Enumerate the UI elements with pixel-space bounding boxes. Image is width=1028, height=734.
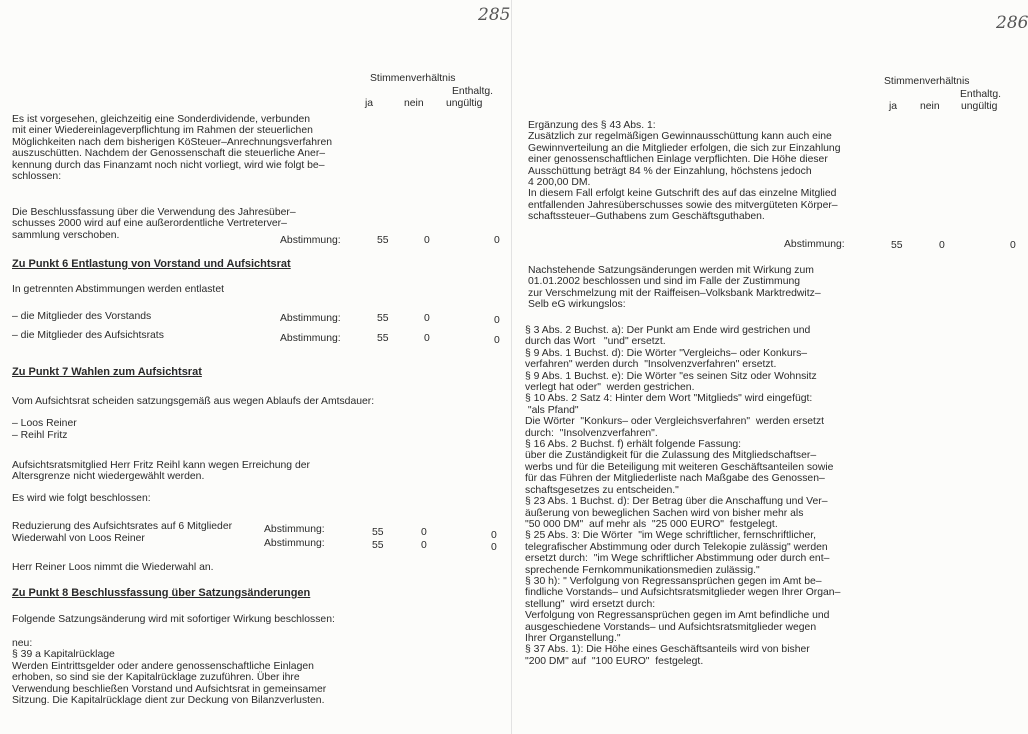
vote-ja: 55 (372, 540, 384, 551)
vote-label: Abstimmung: (264, 524, 325, 535)
vote-header-ja: ja (889, 101, 898, 112)
vote-header-nein: nein (404, 98, 424, 109)
punkt7-intro: Vom Aufsichtsrat scheiden satzungsgemäß aus wegen Ablaufs der Amtsdauer: (12, 396, 375, 407)
vote-header-enthaltg: Enthaltg. (452, 86, 494, 97)
punkt8-body: neu: § 39 a Kapitalrücklage Werden Eintrittsgelder oder andere genossenschaftliche Einlagen erhoben, so sind sie der Kapitalrücklage zuzuführen. Über ihre Verwendung beschließen Vorstand und Aufsichtsrat in gemeinsamer Sitzung. Die Kapitalrücklage dient zur Deckung von Bilanzverlusten. (12, 638, 327, 707)
member-item: – Reihl Fritz (12, 430, 68, 441)
vote-ja: 55 (372, 527, 384, 538)
punkt7-note: Aufsichtsratsmitglied Herr Fritz Reihl kann wegen Erreichung der Altersgrenze nicht wiedergewählt werden. (12, 460, 310, 483)
vote-row-text: – die Mitglieder des Vorstands (12, 311, 152, 322)
vote-label: Abstimmung: (280, 333, 341, 344)
heading-punkt-6: Zu Punkt 6 Entlastung von Vorstand und Aufsichtsrat (12, 258, 291, 270)
vote-header-ungueltig: ungültig (961, 101, 998, 112)
vote-enthaltung: 0 (494, 315, 500, 326)
vote-enthaltung: 0 (1010, 240, 1016, 251)
page-number-left: 285 (478, 5, 511, 25)
vote-enthaltung: 0 (494, 235, 500, 246)
vote-nein: 0 (424, 235, 430, 246)
vote-ja: 55 (891, 240, 903, 251)
changes-paragraph: Nachstehende Satzungsänderungen werden mit Wirkung zum 01.01.2002 beschlossen und sind im Falle der Zustimmung zur Verschmelzung mit der Raiffeisen–Volksbank Marktredwitz– Selb eG wirkungslos: (528, 265, 821, 311)
vote-header-nein: nein (920, 101, 940, 112)
vote-label: Abstimmung: (784, 239, 845, 250)
heading-punkt-8: Zu Punkt 8 Beschlussfassung über Satzungsänderungen (12, 587, 311, 599)
vote-row-text: Reduzierung des Aufsichtsrates auf 6 Mitglieder (12, 521, 233, 532)
decision-paragraph: Die Beschlussfassung über die Verwendung des Jahresüber– schusses 2000 wird auf eine außerordentliche Vertreterver– sammlung verschoben. (12, 207, 296, 241)
vote-nein: 0 (421, 527, 427, 538)
member-item: – Loos Reiner (12, 418, 77, 429)
vote-enthaltung: 0 (494, 335, 500, 346)
vote-header-ja: ja (365, 98, 374, 109)
vote-nein: 0 (424, 333, 430, 344)
vote-row-text: – die Mitglieder des Aufsichtsrats (12, 330, 164, 341)
vote-nein: 0 (421, 540, 427, 551)
vote-header-ungueltig: ungültig (446, 98, 483, 109)
erganzung-paragraph: Ergänzung des § 43 Abs. 1: Zusätzlich zur regelmäßigen Gewinnausschüttung kann auch eine Gewinnverteilung an die Mitglieder erfolgen, die sich zur Einzahlung einer genossenschaftlichen Einlage verpflichten. Die Höhe dieser Ausschüttung beträgt 84 % der Einzahlung, höchstens jedoch 4 200,00 DM. In diesem Fall erfolgt keine Gutschrift des auf das einzelne Mitglied entfallenden Jahresüberschusses sowie des mitvergüteten Körper– schaftssteuer–Guthabens zum Geschäftsguthaben. (528, 120, 841, 223)
page-number-right: 286 (996, 13, 1028, 33)
punkt8-intro: Folgende Satzungsänderung wird mit sofortiger Wirkung beschlossen: (12, 614, 335, 625)
vote-ja: 55 (377, 235, 389, 246)
vote-nein: 0 (939, 240, 945, 251)
vote-ja: 55 (377, 333, 389, 344)
vote-ja: 55 (377, 313, 389, 324)
page-divider (511, 0, 512, 734)
intro-paragraph: Es ist vorgesehen, gleichzeitig eine Sonderdividende, verbunden mit einer Wiedereinlageverpflichtung im Rahmen der steuerlichen Möglichkeiten nach dem bisherigen KöSteuer–Anrechnungsverfahren auszuschütten. Nachdem der Genossenschaft die steuerliche Aner– kennung durch das Finanzamt noch nicht vorliegt, wird wie folgt be– schlossen: (12, 114, 332, 183)
vote-enthaltung: 0 (491, 542, 497, 553)
punkt6-intro: In getrennten Abstimmungen werden entlastet (12, 284, 224, 295)
punkt7-resolved: Es wird wie folgt beschlossen: (12, 493, 151, 504)
vote-label: Abstimmung: (264, 538, 325, 549)
vote-label: Abstimmung: (280, 313, 341, 324)
vote-label: Abstimmung: (280, 235, 341, 246)
vote-header-title: Stimmenverhältnis (370, 73, 456, 84)
heading-punkt-7: Zu Punkt 7 Wahlen zum Aufsichtsrat (12, 366, 202, 378)
vote-header-enthaltg: Enthaltg. (960, 89, 1002, 100)
vote-enthaltung: 0 (491, 530, 497, 541)
vote-header-title: Stimmenverhältnis (884, 76, 970, 87)
vote-nein: 0 (424, 313, 430, 324)
vote-row-text: Wiederwahl von Loos Reiner (12, 533, 145, 544)
punkt7-reelection: Herr Reiner Loos nimmt die Wiederwahl an. (12, 562, 214, 573)
amendments-list: § 3 Abs. 2 Buchst. a): Der Punkt am Ende wird gestrichen und durch das Wort "und" ersetzt. § 9 Abs. 1 Buchst. d): Die Wörter "Vergleichs– oder Konkurs– verfahren" werden durch "Insolvenzverfahren" ersetzt. § 9 Abs. 1 Buchst. e): Die Wörter "es seinen Sitz oder Wohnsitz verlegt hat oder" werden gestrichen. § 10 Abs. 2 Satz 4: Hinter dem Wort "Mitglieds" wird eingefügt: "als Pfand" Die Wörter "Konkurs– oder Vergleichsverfahren" werden ersetzt durch: "Insolvenzverfahren". § 16 Abs. 2 Buchst. f) erhält folgende Fassung: über die Zuständigkeit für die Zulassung des Mitgliedschaftser– werbs und für die Beteiligung mit weiteren Geschäftsanteilen sowie für das Führen der Mitgliederliste nach Maßgabe des Genossen– schaftsgesetzes zu entscheiden." § 23 Abs. 1 Buchst. d): Der Betrag über die Anschaffung und Ver– äußerung von beweglichen Sachen wird von bisher mehr als "50 000 DM" auf mehr als "25 000 EURO" festgelegt. § 25 Abs. 3: Die Wörter "im Wege schriftlicher, fernschriftlicher, telegrafischer Abstimmung oder durch Telekopie zulässig" werden ersetzt durch: "im Wege schriftlicher Abstimmung oder durch ent– sprechende Fernkommunikationsmedien zulässig." § 30 h): " Verfolgung von Regressansprüchen gegen im Amt be– findliche Vorstands– und Aufsichtsratsmitglieder wegen Ihrer Organ– stellung" wird ersetzt durch: Verfolgung von Regressansprüchen gegen im Amt befindliche und ausgeschiedene Vorstands– und Aufsichtsratsmitglieder wegen Ihrer Organstellung." § 37 Abs. 1): Die Höhe eines Geschäftsanteils wird von bisher "200 DM" auf "100 EURO" festgelegt. (525, 325, 841, 667)
